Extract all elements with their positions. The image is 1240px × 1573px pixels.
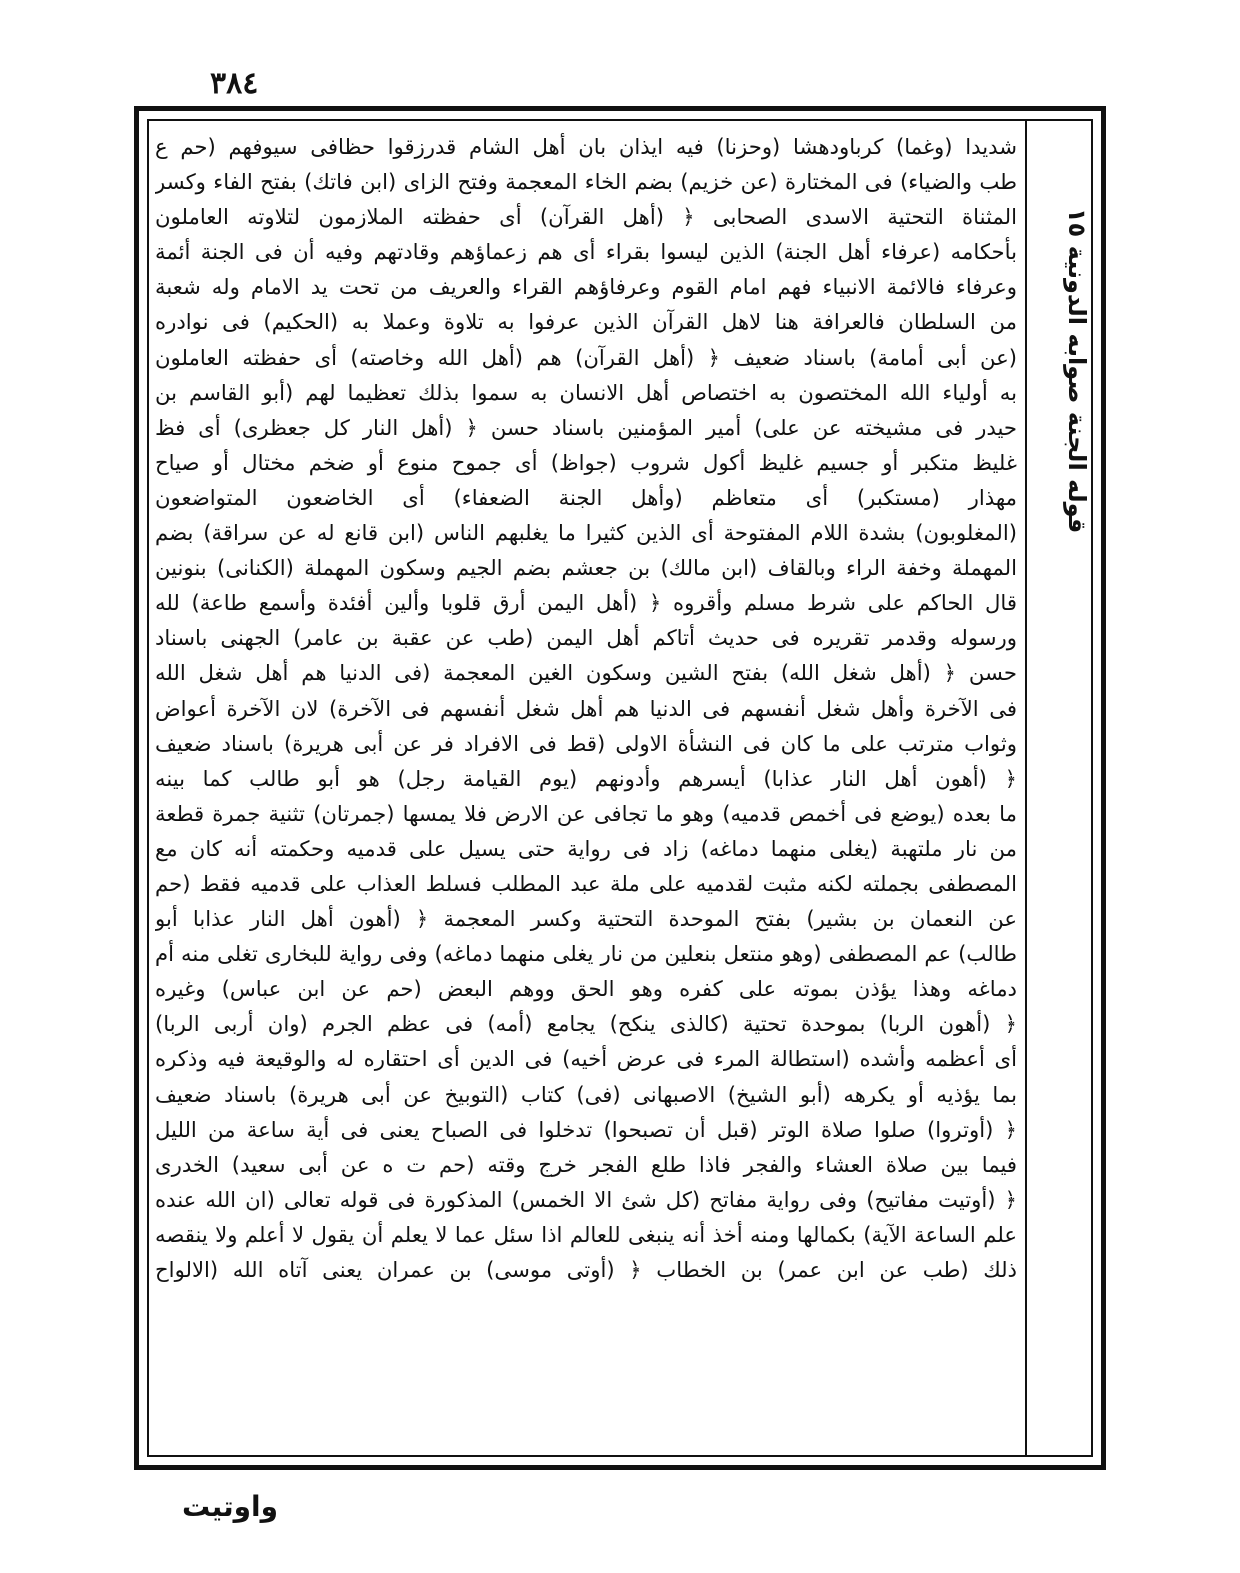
text-line: المثناة التحتية الاسدى الصحابى ﴿ (أهل القرآن) أى حفظته الملازمون لتلاوته العاملون xyxy=(155,204,1017,230)
text-line: وعرفاء فالائمة الانبياء فهم امام القوم وعرفاؤهم القراء والعريف من تحت يد الامام وله شعبة xyxy=(155,274,1017,300)
page-frame xyxy=(134,106,1106,1470)
text-line: فيما بين صلاة العشاء والفجر فاذا طلع الفجر خرج وقته (حم ت ه عن أبى سعيد) الخدرى xyxy=(155,1151,1017,1177)
margin-divider xyxy=(1025,121,1027,1455)
text-line: من السلطان فالعرافة هنا لاهل القرآن الذين عرفوا به تلاوة وعملا به (الحكيم) فى نوادره xyxy=(155,309,1017,335)
text-line: ﴿ (أهون أهل النار عذابا) أيسرهم وأدونهم (يوم القيامة رجل) هو أبو طالب كما بينه xyxy=(155,765,1017,791)
text-line: ﴿ (أوتروا) صلوا صلاة الوتر (قبل أن تصبحوا) تدخلوا فى الصباح يعنى فى أية ساعة من الليل xyxy=(155,1116,1017,1142)
text-line: أى أعظمه وأشده (استطالة المرء فى عرض أخيه) فى الدين أى احتقاره له والوقيعة فيه وذكره xyxy=(155,1046,1017,1072)
text-line: ﴿ (أهون الربا) بموحدة تحتية (كالذى ينكح) يجامع (أمه) فى عظم الجرم (وان أربى الربا) xyxy=(155,1011,1017,1037)
text-line: مهذار (مستكبر) أى متعاظم (وأهل الجنة الضعفاء) أى الخاضعون المتواضعون xyxy=(155,484,1017,510)
text-line: حسن ﴿ (أهل شغل الله) بفتح الشين وسكون الغين المعجمة (فى الدنيا هم أهل شغل الله xyxy=(155,660,1017,686)
catchword: واوتيت xyxy=(182,1490,278,1523)
text-line: المصطفى بجملته لكنه مثبت لقدميه على ملة عبد المطلب فسلط العذاب على قدميه فقط (حم xyxy=(155,870,1017,896)
text-line: شديدا (وغما) كرباودهشا (وحزنا) فيه ايذان بان أهل الشام قدرزقوا حظافى سيوفهم (حم ع xyxy=(155,134,1017,159)
text-line: (عن أبى أمامة) باسناد ضعيف ﴿ (أهل القرآن) هم (أهل الله وخاصته) أى حفظته العاملون xyxy=(155,344,1017,370)
page-frame-inner xyxy=(147,119,1093,1457)
text-line: فى الآخرة وأهل شغل أنفسهم فى الدنيا هم أهل شغل أنفسهم فى الآخرة) لان الآخرة أعواض xyxy=(155,695,1017,721)
margin-note: قوله الجنة صوابه الدونية ١٥ xyxy=(1063,208,1091,534)
text-line: علم الساعة الآية) بكمالها ومنه أخذ أنه ينبغى للعالم اذا سئل عما لا يعلم أن يقول لا أعلم ولا ينقصه xyxy=(155,1221,1017,1247)
text-line: غليظ متكبر أو جسيم غليظ أكول شروب (جواظ) أى جموح منوع أو ضخم مختال أو صياح xyxy=(155,449,1017,475)
text-line: ورسوله وقدمر تقريره فى حديث أتاكم أهل اليمن (طب عن عقبة بن عامر) الجهنى باسناد xyxy=(155,625,1017,651)
text-line: قال الحاكم على شرط مسلم وأقروه ﴿ (أهل اليمن أرق قلوبا وألين أفئدة وأسمع طاعة) لله xyxy=(155,590,1017,616)
text-line: ﴿ (أوتيت مفاتيح) وفى رواية مفاتح (كل شئ الا الخمس) المذكورة فى قوله تعالى (ان الله عنده xyxy=(155,1186,1017,1212)
text-line: طب والضياء) فى المختارة (عن خزيم) بضم الخاء المعجمة وفتح الزاى (ابن فاتك) بفتح الفاء وكسر xyxy=(155,169,1017,195)
main-text-column xyxy=(155,129,1017,1447)
text-line: ذلك (طب عن ابن عمر) بن الخطاب ﴿ (أوتى موسى) بن عمران يعنى آتاه الله (الالواح xyxy=(155,1257,1017,1282)
text-line: من نار ملتهبة (يغلى منهما دماغه) زاد فى رواية حتى يسيل على قدميه وحكمته أنه كان مع xyxy=(155,835,1017,861)
text-line: بما يؤذيه أو يكرهه (أبو الشيخ) الاصبهانى (فى) كتاب (التوبيخ عن أبى هريرة) باسناد ضعيف xyxy=(155,1081,1017,1107)
text-line: (المغلوبون) بشدة اللام المفتوحة أى الذين كثيرا ما يغلبهم الناس (ابن قانع له عن سراقة) بضم xyxy=(155,520,1017,546)
text-line: المهملة وخفة الراء وبالقاف (ابن مالك) بن جعشم بضم الجيم وسكون المهملة (الكنانى) بنونين xyxy=(155,555,1017,581)
text-line: طالب) عم المصطفى (وهو منتعل بنعلين من نار يغلى منهما دماغه) وفى رواية للبخارى تغلى منه أم xyxy=(155,941,1017,967)
text-line: حيدر فى مشيخته عن على) أمير المؤمنين باسناد حسن ﴿ (أهل النار كل جعظرى) أى فظ xyxy=(155,414,1017,440)
text-line: عن النعمان بن بشير) بفتح الموحدة التحتية وكسر المعجمة ﴿ (أهون أهل النار عذابا أبو xyxy=(155,906,1017,932)
text-line: ما بعده (يوضع فى أخمص قدميه) وهو ما تجافى عن الارض فلا يمسها (جمرتان) تثنية جمرة قطعة xyxy=(155,800,1017,826)
page-number: ٣٨٤ xyxy=(210,66,259,101)
text-line: وثواب مترتب على ما كان فى النشأة الاولى (قط فى الافراد فر عن أبى هريرة) باسناد ضعيف xyxy=(155,730,1017,756)
text-line: به أولياء الله المختصون به اختصاص أهل الانسان به سموا بذلك تعظيما لهم (أبو القاسم بن xyxy=(155,379,1017,405)
text-line: دماغه وهذا يؤذن بموته على كفره وهو الحق ووهم البعض (حم عن ابن عباس) وغيره xyxy=(155,976,1017,1002)
text-line: بأحكامه (عرفاء أهل الجنة) الذين ليسوا بقراء أى هم زعماؤهم وقادتهم وفيه أن فى الجنة أئمة xyxy=(155,239,1017,265)
